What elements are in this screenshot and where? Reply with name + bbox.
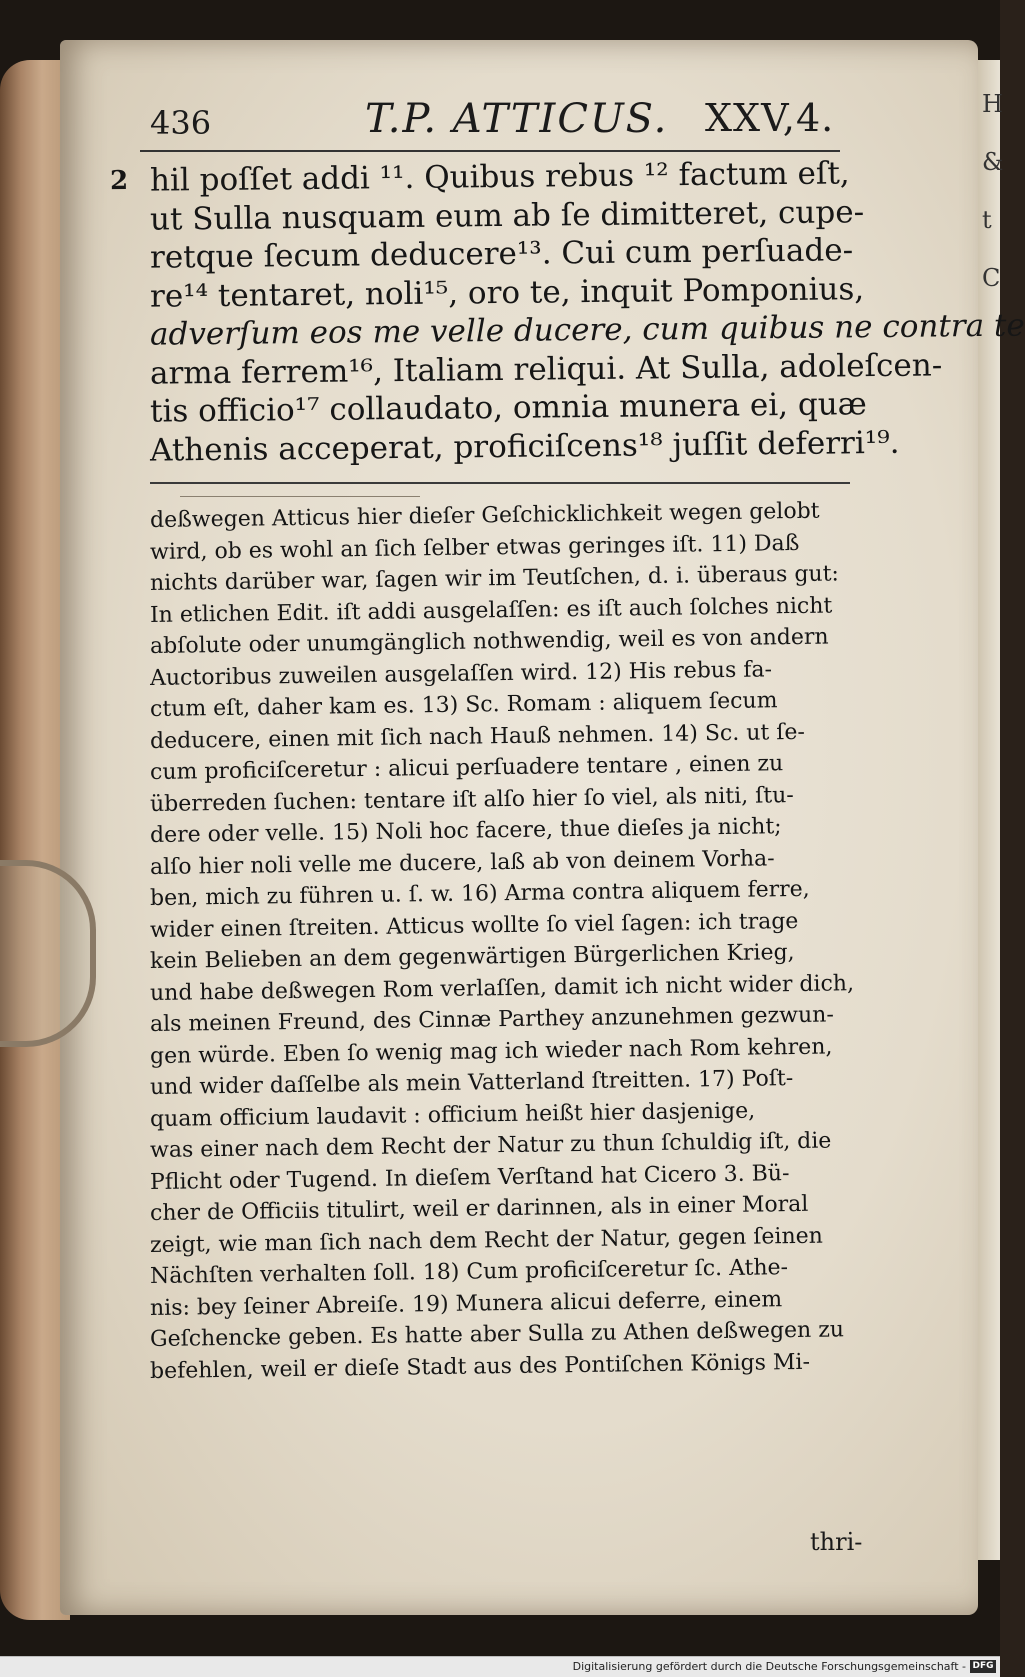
latin-line-text: ut Sulla nusquam eum ab ſe dimitteret, cupe- [149,193,865,238]
margin-mark: 2 [109,165,129,197]
note-line: ctum eſt, daher kam es. 13) Sc. Romam : aliquem ſecum [149,688,778,723]
latin-line-text: re¹⁴ tentaret, noli¹⁵, oro te, inquit Pomponius, [149,270,865,315]
catchword: thri- [810,1528,863,1556]
note-line: abſolute oder unumgänglich nothwendig, weil es von andern [149,624,829,660]
note-line: und habe deßwegen Rom verlaſſen, damit ich nicht wider dich, [149,970,855,1006]
note-line: wider einen ſtreiten. Atticus wollte ſo viel ſagen: ich trage [149,908,799,943]
note-line: wird, ob es wohl an ſich ſelber etwas geringes iſt. 11) Daß [149,530,800,565]
section-divider [150,482,850,484]
latin-line-text: Athenis acceperat, proficiſcens¹⁸ juſſit deferri¹⁹. [149,424,900,469]
note-line: deducere, einen mit ſich nach Hauß nehmen. 14) Sc. ut ſe- [149,719,806,754]
note-line: cum proficiſceretur : alicui perſuadere tentare , einen zu [149,751,784,786]
dfg-logo[interactable]: DFG [970,1660,996,1673]
note-line: ben, mich zu führen u. ſ. w. 16) Arma contra aliquem ferre, [149,876,810,912]
latin-line-text: hil poſſet addi ¹¹. Quibus rebus ¹² factum eſt, [149,155,850,199]
note-line: gen würde. Eben ſo wenig mag ich wieder nach Rom kehren, [149,1033,833,1069]
note-line: Geſchencke geben. Es hatte aber Sulla zu Athen deßwegen zu [149,1317,845,1353]
page-header [150,96,850,146]
section-divider-secondary [180,496,420,497]
note-line: nichts darüber war, ſagen wir im Teutſchen, d. i. überaus gut: [149,561,840,597]
page-number: 436 [150,104,212,142]
latin-line-text: adverſum eos me velle ducere, cum quibus ne contra te [149,307,1025,353]
note-line: befehlen, weil er dieſe Stadt aus des Pontiſchen Königs Mi- [149,1349,811,1384]
latin-line-text: tis officio¹⁷ collaudato, omnia munera ei, quæ [149,386,868,430]
section-reference: XXV,4. [705,96,835,140]
note-line: quam officium laudavit : officium heißt hier dasjenige, [149,1098,756,1132]
note-line: kein Belieben an dem gegenwärtigen Bürgerlichen Krieg, [149,940,795,975]
note-line: als meinen Freund, des Cinnæ Parthey anzunehmen gezwun- [149,1002,834,1038]
commentary-notes [150,500,870,1382]
latin-line-text: arma ferrem¹⁶, Italiam reliqui. At Sulla, adoleſcen- [149,346,943,392]
running-title: T.P. ATTICUS. [365,96,669,142]
note-line: zeigt, wie man ſich nach dem Recht der Natur, gegen ſeinen [149,1223,824,1258]
note-line: nis: bey ſeiner Abreiſe. 19) Munera alicui deferre, einem [149,1286,783,1321]
note-line: deßwegen Atticus hier dieſer Geſchicklichkeit wegen gelobt [149,498,820,534]
note-line: überreden ſuchen: tentare iſt alſo hier ſo viel, als niti, ſtu- [149,782,794,817]
note-line: und wider daſſelbe als mein Vatterland ſtreitten. 17) Poſt- [149,1066,794,1101]
digitization-footer [0,1656,1000,1677]
note-line: cher de Officiis titulirt, weil er darinnen, als in einer Moral [149,1191,809,1227]
note-line: alſo hier noli velle me ducere, laß ab von deinem Vorha- [149,845,775,880]
note-line: was einer nach dem Recht der Natur zu thun ſchuldig iſt, die [149,1128,832,1164]
page-clip [0,860,96,1047]
funding-credit: Digitalisierung gefördert durch die Deutsche Forschungsgemeinschaft - [572,1660,966,1673]
facing-page-strip: H & t C [978,60,1000,1560]
note-line: Pflicht oder Tugend. In dieſem Verſtand hat Cicero 3. Bü- [149,1160,790,1195]
note-line: Nächſten verhalten ſoll. 18) Cum proficiſceretur ſc. Athe- [149,1255,789,1290]
note-line: In etlichen Edit. iſt addi ausgelaſſen: es iſt auch ſolches nicht [149,593,833,628]
note-line: dere oder velle. 15) Noli hoc facere, thue dieſes ja nicht; [149,814,782,849]
latin-line [110,423,900,470]
note-line: Auctoribus zuweilen ausgelaſſen wird. 12) His rebus fa- [149,656,773,691]
latin-line-text: retque ſecum deducere¹³. Cui cum perſuade- [149,232,854,276]
